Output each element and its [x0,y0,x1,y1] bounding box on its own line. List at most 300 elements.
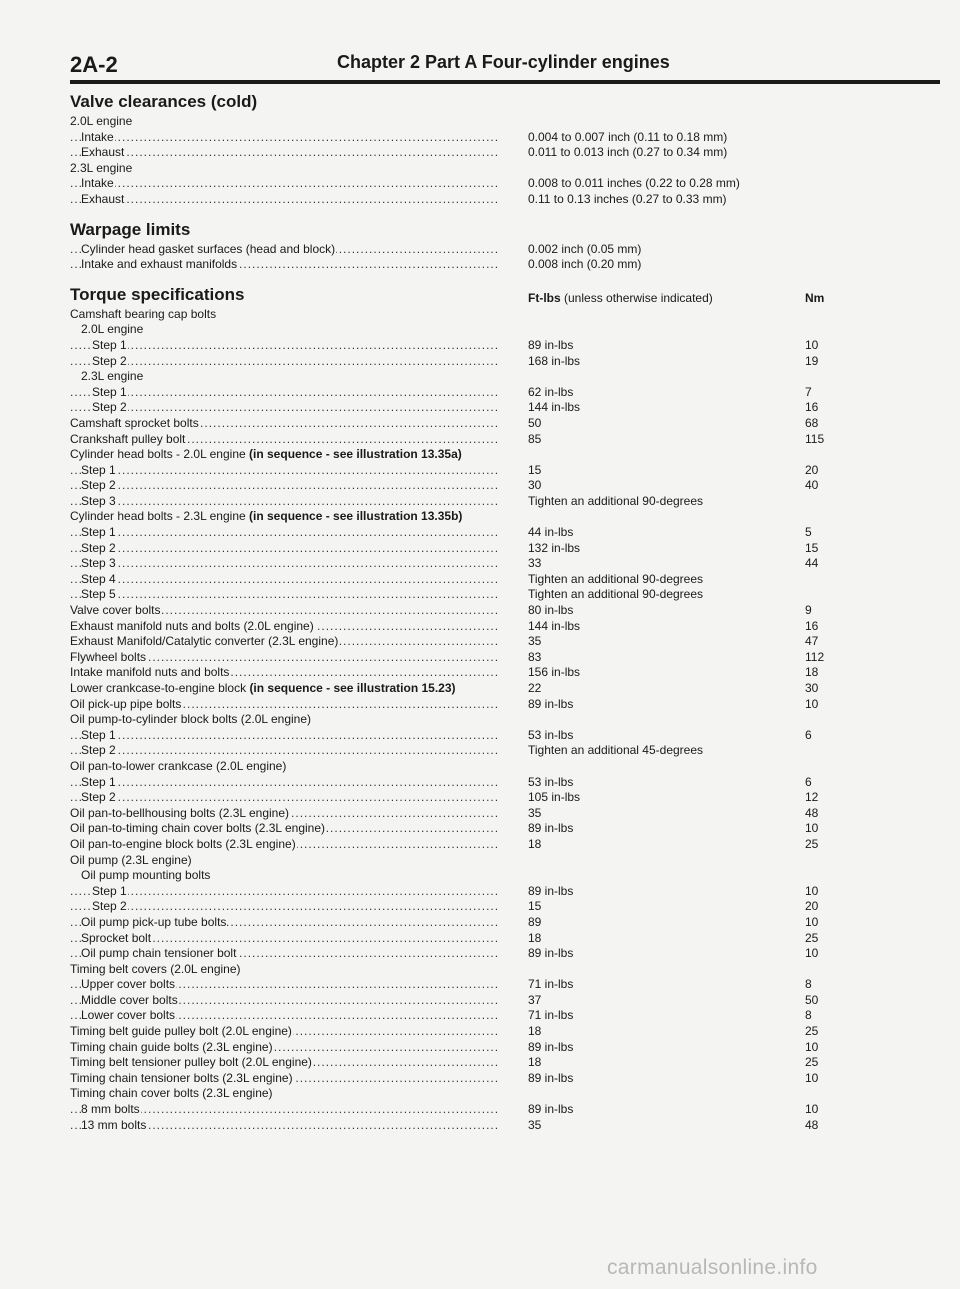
spec-row [70,697,940,713]
spec-value [498,322,805,338]
spec-value-nm: 10 [805,696,819,711]
spec-label-cell [70,962,498,978]
spec-label-cell [70,257,498,273]
spec-label-cell [70,1040,498,1056]
spec-value-nm: 7 [805,384,812,399]
spec-row [70,915,940,931]
spec-value: Tighten an additional 90-degrees [528,493,704,508]
spec-label-cell [70,432,498,448]
spec-value [498,759,805,775]
spec-value: 44 in-lbs [528,525,574,540]
chapter-title: Chapter 2 Part A Four-cylinder engines [337,52,670,72]
spec-value-nm: 10 [805,914,819,929]
spec-label-cell [70,572,498,588]
spec-label: 2.3L engine [81,369,144,384]
spec-label: 8 mm bolts [81,1102,140,1117]
spec-value: 33 [528,556,542,571]
spec-label: Step 1 [81,525,116,540]
spec-row [70,130,940,146]
spec-row [70,338,940,354]
spec-value: 85 [528,431,542,446]
spec-value: 89 in-lbs [528,821,574,836]
spec-value [498,962,805,978]
column-header-nm: Nm [805,290,825,305]
spec-row [70,572,940,588]
spec-label-cell [70,541,498,557]
spec-value: Tighten an additional 90-degrees [528,571,704,586]
spec-label-cell [70,775,498,791]
spec-value: 15 [528,899,542,914]
spec-row [70,603,940,619]
section-title: Warpage limits [70,219,191,239]
spec-label-cell [70,145,498,161]
spec-label: Exhaust [81,191,125,206]
spec-label: Cylinder head bolts - 2.3L engine [70,509,250,524]
spec-label: Timing belt guide pulley bolt (2.0L engine) [70,1024,292,1039]
spec-label-cell [70,790,498,806]
spec-row [70,161,940,177]
spec-label: Camshaft bearing cap bolts [70,306,217,321]
section-heading [70,90,940,114]
spec-label-note: (in sequence - see illustration 13.35b) [249,509,463,524]
spec-row [70,977,940,993]
spec-row [70,1008,940,1024]
spec-label: Timing chain tensioner bolts (2.3L engine) [70,1070,293,1085]
spec-value: 53 in-lbs [528,727,574,742]
spec-value [498,868,805,884]
spec-label: Step 1 [81,462,116,477]
spec-value: Tighten an additional 45-degrees [528,743,704,758]
spec-value: 89 in-lbs [528,1039,574,1054]
spec-value-nm: 50 [805,992,819,1007]
spec-label: Step 1 [92,384,127,399]
spec-value: 0.004 to 0.007 inch (0.11 to 0.18 mm) [528,129,728,144]
spec-label: Oil pan-to-timing chain cover bolts (2.3L engine) [70,821,326,836]
spec-label: Cylinder head gasket surfaces (head and block) [81,241,336,256]
spec-label-cell [70,478,498,494]
spec-value [498,712,805,728]
spec-label-note: (in sequence - see illustration 15.23) [249,681,456,695]
spec-value-nm: 16 [805,400,819,415]
spec-label-cell [70,931,498,947]
spec-row [70,1071,940,1087]
spec-value [498,369,805,385]
spec-row [70,556,940,572]
spec-label-cell [70,242,498,258]
spec-row [70,634,940,650]
spec-label: 2.3L engine [70,160,133,175]
spec-label: Oil pick-up pipe bolts [70,696,182,711]
spec-value: 0.002 inch (0.05 mm) [528,241,642,256]
spec-value: 89 in-lbs [528,946,574,961]
section-title: Torque specifications [70,284,245,304]
spec-value-nm: 9 [805,603,812,618]
spec-label-cell [70,821,498,837]
spec-row [70,712,940,728]
spec-label: Exhaust [81,145,125,160]
spec-row [70,790,940,806]
spec-value-nm: 10 [805,821,819,836]
spec-label-cell [70,603,498,619]
spec-value-nm: 8 [805,977,812,992]
spec-row [70,759,940,775]
spec-value: 89 in-lbs [528,696,574,711]
spec-label-cell [70,509,498,525]
spec-label: Step 4 [81,571,116,586]
spec-label-cell [70,1086,498,1102]
spec-label-cell [70,946,498,962]
spec-value: 89 in-lbs [528,1102,574,1117]
spec-label: Sprocket bolt [81,930,152,945]
spec-value: 15 [528,462,542,477]
spec-label-cell [70,868,498,884]
spec-value-nm: 10 [805,337,819,352]
spec-value: 71 in-lbs [528,1008,574,1023]
spec-value-nm: 10 [805,1070,819,1085]
page-number: 2A-2 [70,52,118,77]
spec-label: 2.0L engine [81,322,144,337]
spec-value: 35 [528,634,542,649]
spec-row [70,728,940,744]
spec-value-nm: 115 [805,431,825,446]
spec-value: 18 [528,1055,542,1070]
spec-label: Upper cover bolts [81,977,176,992]
spec-label: Step 3 [81,493,116,508]
spec-label: Step 2 [81,743,116,758]
spec-value-nm: 48 [805,1117,819,1132]
spec-value: 132 in-lbs [528,540,581,555]
spec-value-nm: 8 [805,1008,812,1023]
spec-value: 89 in-lbs [528,337,574,352]
spec-row [70,114,940,130]
spec-label: Lower crankcase-to-engine block [70,681,250,695]
spec-row [70,525,940,541]
spec-value-nm: 12 [805,790,819,805]
spec-value: 89 in-lbs [528,883,574,898]
spec-label-cell [70,416,498,432]
spec-label-cell [70,447,498,463]
spec-value: 80 in-lbs [528,603,574,618]
spec-value-nm: 48 [805,805,819,820]
spec-value-nm: 112 [805,649,825,664]
page-header [70,50,940,80]
spec-label: Step 5 [81,587,116,602]
spec-label: 2.0L engine [70,114,133,128]
spec-label-cell [70,307,498,323]
spec-label-cell [70,463,498,479]
spec-value-nm: 25 [805,836,819,851]
spec-row [70,322,940,338]
spec-label: Intake manifold nuts and bolts [70,665,230,680]
spec-label-cell [70,1102,498,1118]
spec-label: Timing chain guide bolts (2.3L engine) [70,1039,273,1054]
spec-label: Timing belt covers (2.0L engine) [70,961,241,976]
spec-row [70,416,940,432]
spec-label: Step 3 [81,556,116,571]
spec-label-cell [70,853,498,869]
spec-label: Step 1 [81,774,116,789]
spec-label-cell [70,354,498,370]
spec-value-nm: 6 [805,727,812,742]
spec-label: Lower cover bolts [81,1008,176,1023]
spec-label-cell [70,525,498,541]
spec-value: 30 [528,478,542,493]
spec-label-cell [70,977,498,993]
spec-label-cell [70,130,498,146]
spec-label-cell [70,899,498,915]
spec-row [70,432,940,448]
spec-row [70,962,940,978]
spec-row [70,494,940,510]
spec-label: Step 2 [81,790,116,805]
spec-value: 0.11 to 0.13 inches (0.27 to 0.33 mm) [528,191,727,206]
spec-label: Step 1 [92,883,127,898]
spec-row [70,463,940,479]
spec-label: Camshaft sprocket bolts [70,415,199,430]
column-header-ftlbs [528,289,805,307]
spec-label: Step 2 [92,353,127,368]
spec-row [70,775,940,791]
spec-label: Step 2 [92,400,127,415]
spec-row [70,665,940,681]
spec-row [70,447,940,463]
spec-value: 18 [528,930,542,945]
spec-label: Oil pan-to-bellhousing bolts (2.3L engine) [70,805,290,820]
spec-label-cell [70,665,498,681]
spec-row [70,369,940,385]
spec-label: Oil pump mounting bolts [81,868,211,883]
spec-value-nm: 25 [805,1055,819,1070]
watermark: carmanualsonline.info [607,1256,818,1279]
spec-label-cell [70,743,498,759]
spec-label: Exhaust manifold nuts and bolts (2.0L engine) [70,618,314,633]
spec-label-cell [70,114,498,130]
spec-row [70,478,940,494]
spec-label-cell [70,993,498,1009]
spec-row [70,1086,940,1102]
spec-value: 18 [528,1024,542,1039]
spec-value [498,509,805,525]
spec-value: 0.008 inch (0.20 mm) [528,257,642,272]
spec-label-cell [70,759,498,775]
spec-value: 0.008 to 0.011 inches (0.22 to 0.28 mm) [528,176,740,191]
spec-row [70,1118,940,1134]
spec-value-nm: 10 [805,946,819,961]
spec-value: 62 in-lbs [528,384,574,399]
spec-label: Oil pump (2.3L engine) [70,852,192,867]
spec-label: Valve cover bolts [70,603,161,618]
spec-label-cell [70,915,498,931]
spec-label: Timing chain cover bolts (2.3L engine) [70,1086,273,1101]
spec-label-cell [70,400,498,416]
spec-value-nm: 15 [805,540,819,555]
spec-label-cell [70,385,498,401]
spec-row [70,931,940,947]
spec-row [70,1024,940,1040]
spec-label: Crankshaft pulley bolt [70,431,186,446]
header-rule [70,80,940,84]
spec-label-cell [70,806,498,822]
spec-label-cell [70,322,498,338]
spec-row [70,650,940,666]
column-header-unit: Ft-lbs [528,290,561,305]
spec-row [70,176,940,192]
spec-label-note: (in sequence - see illustration 13.35a) [249,447,462,462]
spec-label-cell [70,634,498,650]
spec-value-nm: 5 [805,525,812,540]
spec-value: 168 in-lbs [528,353,581,368]
spec-row [70,192,940,208]
spec-value: 89 in-lbs [528,1070,574,1085]
spec-value: 144 in-lbs [528,618,581,633]
spec-label: Oil pump pick-up tube bolts [81,914,227,929]
spec-value-nm: 10 [805,883,819,898]
spec-value-nm: 10 [805,1039,819,1054]
spec-label-cell [70,1024,498,1040]
spec-value: 156 in-lbs [528,665,581,680]
spec-label-cell [70,1055,498,1071]
spec-value-nm: 18 [805,665,819,680]
spec-value-nm: 25 [805,1024,819,1039]
section-heading [70,218,940,242]
spec-label: Timing belt tensioner pulley bolt (2.0L engine) [70,1055,312,1070]
spec-row [70,1055,940,1071]
spec-row [70,1102,940,1118]
spec-label: Exhaust Manifold/Catalytic converter (2.3L engine) [70,634,339,649]
spec-label-cell [70,712,498,728]
spec-value-nm: 19 [805,353,819,368]
spec-value: 71 in-lbs [528,977,574,992]
spec-value: 35 [528,1117,542,1132]
spec-value [498,1086,805,1102]
spec-label: Step 1 [92,337,127,352]
spec-row [70,821,940,837]
spec-value: 105 in-lbs [528,790,581,805]
spec-row [70,993,940,1009]
spec-label: Cylinder head bolts - 2.0L engine [70,447,250,462]
spec-label: Middle cover bolts [81,992,178,1007]
spec-value: 83 [528,649,542,664]
spec-row [70,509,940,525]
spec-row [70,541,940,557]
spec-value: 50 [528,415,542,430]
spec-row [70,899,940,915]
spec-label: Step 2 [92,899,127,914]
spec-value [498,307,805,323]
spec-label: Flywheel bolts [70,649,147,664]
spec-value: 89 [528,914,542,929]
spec-label-cell [70,369,498,385]
spec-value [498,853,805,869]
spec-label: Oil pump chain tensioner bolt [81,946,237,961]
spec-label: Oil pan-to-lower crankcase (2.0L engine) [70,758,287,773]
spec-value-nm: 16 [805,618,819,633]
spec-value: 0.011 to 0.013 inch (0.27 to 0.34 mm) [528,145,728,160]
spec-value [498,447,805,463]
spec-label: Step 2 [81,540,116,555]
spec-value-nm: 20 [805,462,819,477]
spec-row [70,837,940,853]
spec-value [498,114,805,130]
spec-label-cell [70,697,498,713]
spec-row [70,354,940,370]
spec-value: 37 [528,992,542,1007]
spec-row [70,145,940,161]
spec-label-cell [70,650,498,666]
spec-label-cell [70,587,498,603]
spec-row [70,853,940,869]
column-header-note: (unless otherwise indicated) [560,290,713,305]
spec-label-cell [70,1071,498,1087]
spec-value-nm: 6 [805,774,812,789]
spec-value-nm: 30 [805,681,819,695]
spec-value-nm: 20 [805,899,819,914]
spec-label-cell [70,556,498,572]
spec-label-cell [70,728,498,744]
spec-value [498,161,805,177]
spec-label-cell [70,192,498,208]
section-heading [70,283,940,307]
spec-value-nm: 10 [805,1102,819,1117]
spec-row [70,681,940,697]
spec-label: Intake and exhaust manifolds [81,257,238,272]
spec-value: 144 in-lbs [528,400,581,415]
spec-row [70,619,940,635]
spec-label: Intake [81,176,114,191]
spec-value: Tighten an additional 90-degrees [528,587,704,602]
spec-label-cell [70,176,498,192]
section-title: Valve clearances (cold) [70,92,258,111]
spec-row [70,946,940,962]
spec-row [70,806,940,822]
spec-row [70,400,940,416]
spec-label: Intake [81,129,114,144]
spec-label-cell [70,884,498,900]
spec-label: 13 mm bolts [81,1117,147,1132]
spec-row [70,743,940,759]
spec-row [70,242,940,258]
spec-value-nm: 40 [805,478,819,493]
spec-label-cell [70,681,498,697]
spec-label-cell [70,338,498,354]
spec-label: Step 2 [81,478,116,493]
spec-value: 22 [528,681,542,695]
spec-row [70,1040,940,1056]
spec-value-nm: 47 [805,634,819,649]
spec-value: 53 in-lbs [528,774,574,789]
spec-row [70,257,940,273]
specifications-content [70,90,940,1133]
spec-row [70,587,940,603]
spec-row [70,868,940,884]
spec-label-cell [70,1118,498,1134]
spec-label-cell [70,494,498,510]
spec-value: 35 [528,805,542,820]
spec-label-cell [70,1008,498,1024]
spec-label: Oil pan-to-engine block bolts (2.3L engine) [70,836,296,851]
spec-value: 18 [528,836,542,851]
spec-value-nm: 44 [805,556,819,571]
spec-label: Step 1 [81,727,116,742]
spec-label-cell [70,161,498,177]
spec-row [70,884,940,900]
spec-label-cell [70,619,498,635]
spec-value-nm: 68 [805,415,819,430]
spec-row [70,307,940,323]
spec-row [70,385,940,401]
spec-label: Oil pump-to-cylinder block bolts (2.0L engine) [70,712,312,727]
spec-label-cell [70,837,498,853]
